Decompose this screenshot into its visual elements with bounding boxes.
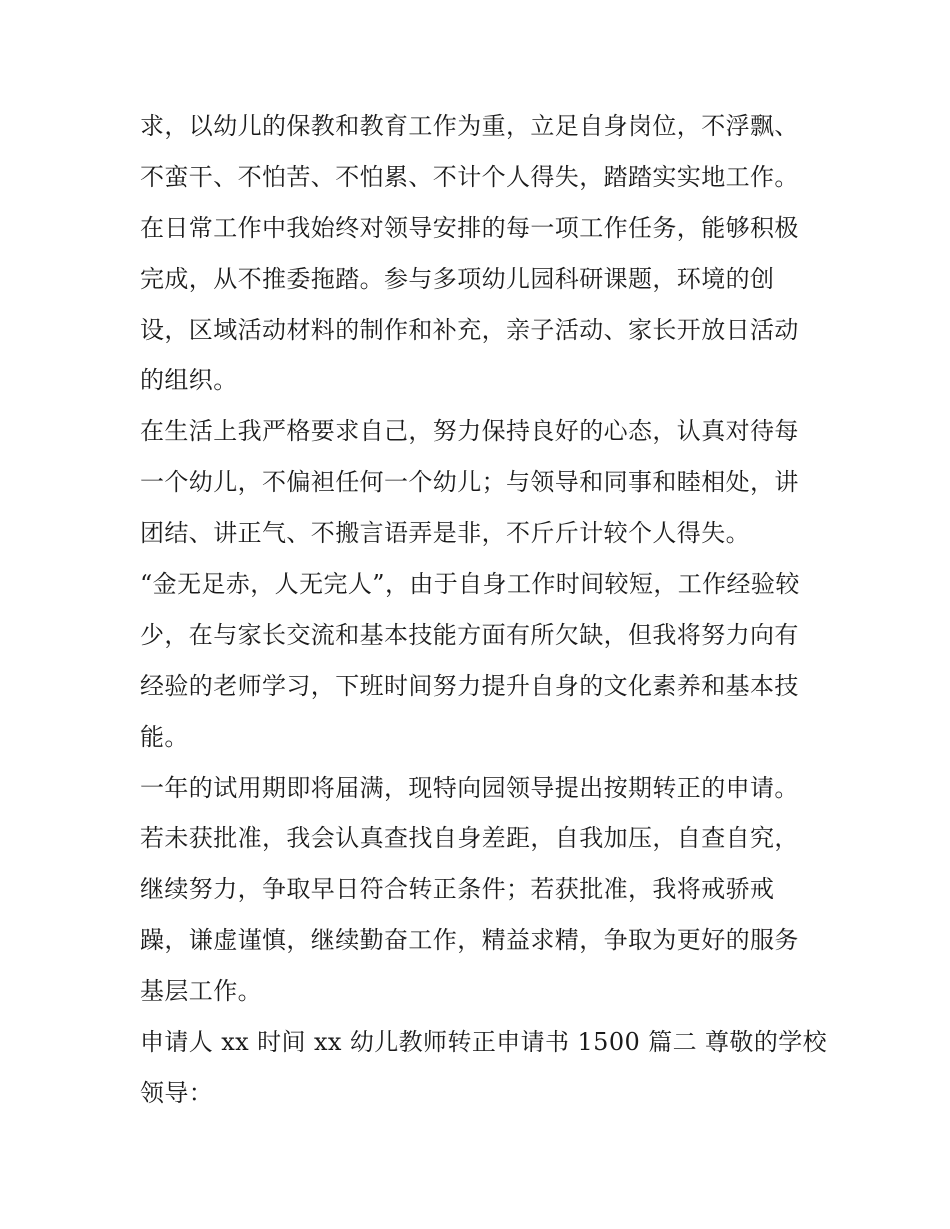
text-line: 继续努力，争取早日符合转正条件；若获批准，我将戒骄戒 xyxy=(140,875,775,904)
text-line: 在生活上我严格要求自己，努力保持良好的心态，认真对待每 xyxy=(140,417,799,446)
text-line: 求，以幼儿的保教和教育工作为重，立足自身岗位，不浮飘、 xyxy=(140,112,799,140)
text-line: 能。 xyxy=(140,722,189,751)
text-line: 的组织。 xyxy=(140,366,238,395)
text-line: 申请人 xx 时间 xx 幼儿教师转正申请书 1500 篇二 尊敬的学校 xyxy=(140,1028,828,1057)
text-line: 基层工作。 xyxy=(140,977,262,1006)
text-line: 少，在与家长交流和基本技能方面有所欠缺，但我将努力向有 xyxy=(140,620,799,649)
text-line: 在日常工作中我始终对领导安排的每一项工作任务，能够积极 xyxy=(140,213,799,242)
text-line: 一个幼儿，不偏袒任何一个幼儿；与领导和同事和睦相处，讲 xyxy=(140,468,799,497)
text-line: 一年的试用期即将届满，现特向园领导提出按期转正的申请。 xyxy=(140,773,799,802)
body-text xyxy=(140,101,830,1119)
text-line: 躁，谦虚谨慎，继续勤奋工作，精益求精，争取为更好的服务 xyxy=(140,926,799,955)
text-line: 完成，从不推委拖踏。参与多项幼儿园科研课题，环境的创 xyxy=(140,264,775,293)
text-line: 若未获批准，我会认真查找自身差距，自我加压，自查自究， xyxy=(140,824,799,853)
text-line: 经验的老师学习，下班时间努力提升自身的文化素养和基本技 xyxy=(140,671,799,700)
text-line: 领导： xyxy=(140,1078,214,1107)
text-line: 团结、讲正气、不搬言语弄是非，不斤斤计较个人得失。 xyxy=(140,519,750,548)
text-line: “金无足赤，人无完人”，由于自身工作时间较短，工作经验较 xyxy=(140,570,800,599)
text-line: 不蛮干、不怕苦、不怕累、不计个人得失，踏踏实实地工作。 xyxy=(140,162,799,191)
text-line: 设，区域活动材料的制作和补充，亲子活动、家长开放日活动 xyxy=(140,315,799,344)
